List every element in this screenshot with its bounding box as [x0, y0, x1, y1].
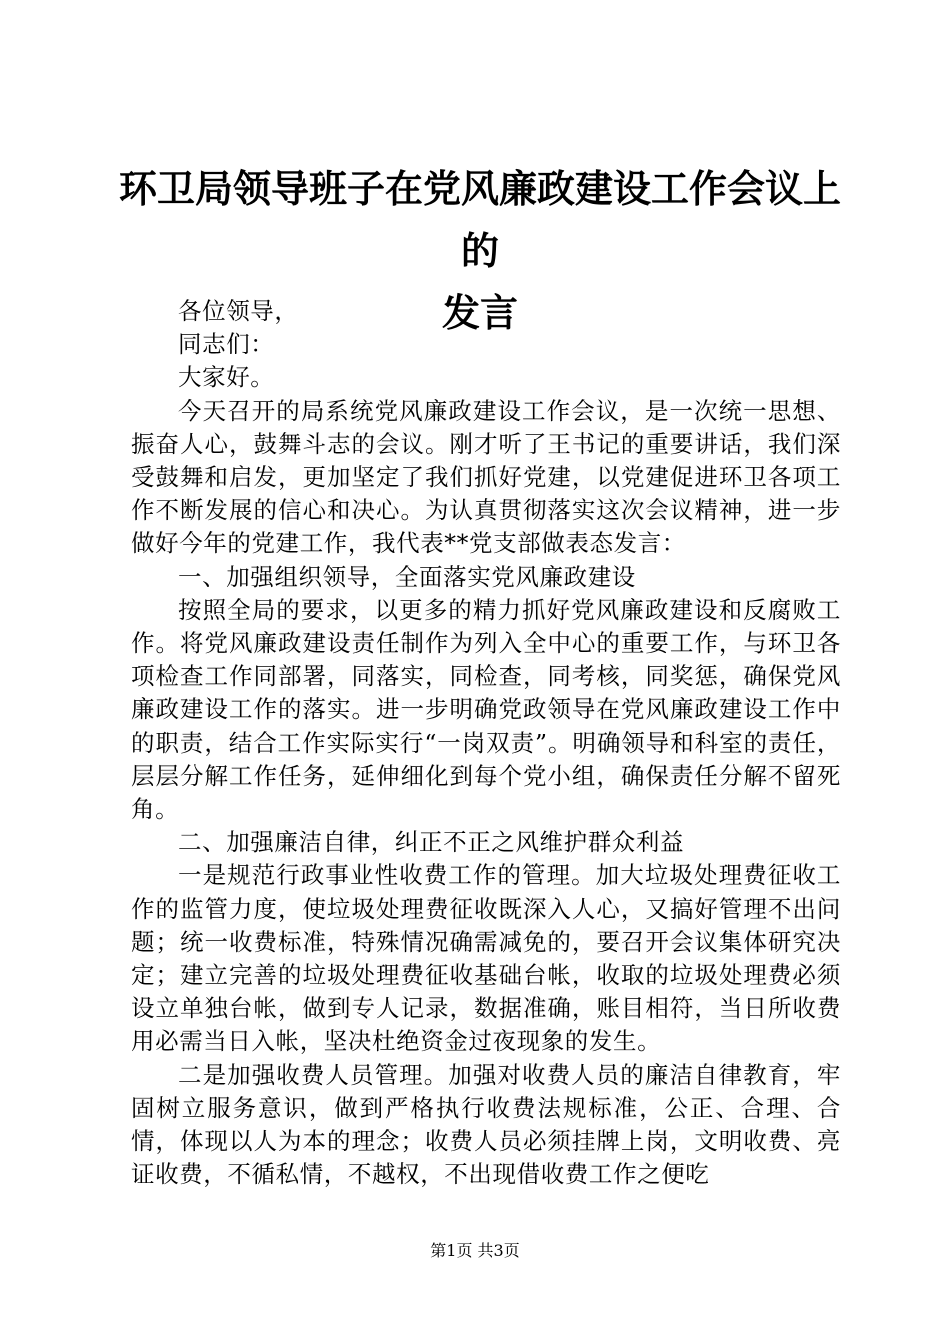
page-number-footer: 第1页 共3页 — [430, 1241, 520, 1260]
title-line-1: 环卫局领导班子在党风廉政建设工作会议上的 — [118, 166, 841, 273]
section-1-paragraph: 按照全局的要求，以更多的精力抓好党风廉政建设和反腐败工作。将党风廉政建设责任制作为列入全中心的重要工作，与环卫各项检查工作同部署，同落实，同检查，同考核，同奖惩，确保党风廉政建设工作的落实。进一步明确党政领导在党风廉政建设工作中的职责，结合工作实际实行“一岗双责”。明确领导和科室的责任，层层分解工作任务，延伸细化到每个党小组，确保责任分解不留死角。 — [131, 595, 841, 824]
section-heading-2: 二、加强廉洁自律，纠正不正之风维护群众利益 — [178, 828, 685, 857]
salutation-comrades: 同志们： — [178, 330, 275, 359]
document-body — [131, 295, 841, 1191]
section-heading-1: 一、加强组织领导，全面落实党风廉政建设 — [178, 562, 636, 591]
greeting: 大家好。 — [178, 363, 275, 392]
salutation-leaders: 各位领导， — [178, 297, 299, 325]
section-2-point-1: 一是规范行政事业性收费工作的管理。加大垃圾处理费征收工作的监管力度，使垃圾处理费征收既深入人心，又搞好管理不出问题；统一收费标准，特殊情况确需减免的，要召开会议集体研究决定；建立完善的垃圾处理费征收基础台帐，收取的垃圾处理费必须设立单独台帐，做到专人记录，数据准确，账目相符，当日所收费用必需当日入帐，坚决杜绝资金过夜现象的发生。 — [131, 861, 841, 1056]
section-2-point-2: 二是加强收费人员管理。加强对收费人员的廉洁自律教育，牢固树立服务意识，做到严格执行收费法规标准，公正、合理、合情，体现以人为本的理念；收费人员必须挂牌上岗，文明收费、亮证收费，不循私情，不越权，不出现借收费工作之便吃 — [131, 1060, 841, 1189]
intro-paragraph: 今天召开的局系统党风廉政建设工作会议，是一次统一思想、振奋人心，鼓舞斗志的会议。刚才听了王书记的重要讲话，我们深受鼓舞和启发，更加坚定了我们抓好党建，以党建促进环卫各项工作不断发展的信心和决心。为认真贯彻落实这次会议精神，进一步做好今年的党建工作，我代表**党支部做表态发言： — [131, 396, 841, 558]
title-line-2: 发言 — [441, 290, 518, 335]
